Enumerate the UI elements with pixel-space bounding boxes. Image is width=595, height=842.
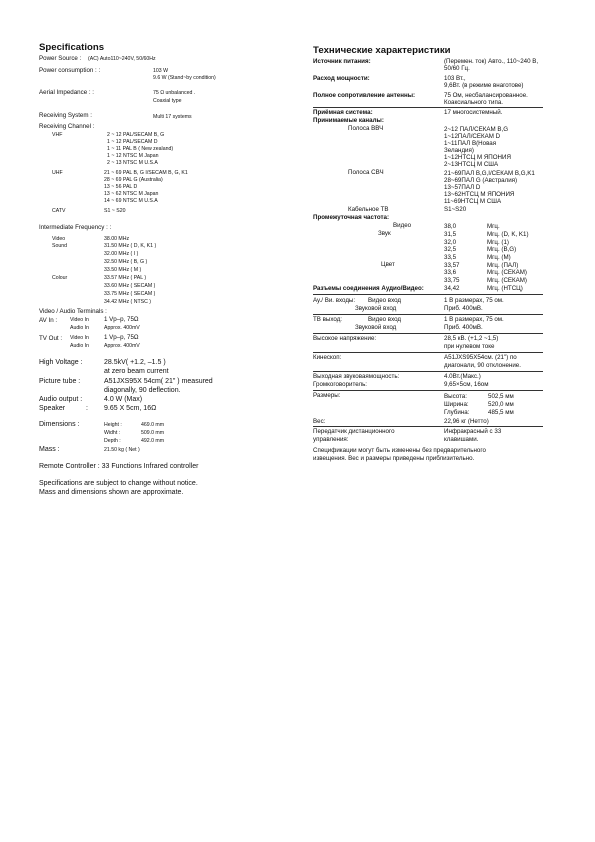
ru-if-sound-label: Звук [378, 230, 391, 237]
dimensions-label: Dimensions : [39, 421, 80, 428]
ru-if-video-label: Видео [393, 222, 412, 229]
ru-dim-height-value: 502,5 мм [488, 393, 514, 400]
if-sound-value: 32.00 MHz ( I ) [104, 251, 139, 257]
ru-speaker-label: Громкоговоритель: [313, 381, 368, 388]
receiving-system-label: Receiving System : [39, 112, 92, 119]
ru-hv-label: Высокое напряжение: [313, 335, 377, 342]
ru-catv-value: S1~S20 [444, 206, 467, 213]
vhf-channel: 1 ~ 12 NTSC M Japan [107, 153, 159, 159]
ru-tube-value: A51JXS95X54см. (21") по [444, 354, 517, 361]
ru-mass-label: Вес: [313, 418, 326, 425]
ru-uhf-channel: 13~57ПАЛ D [444, 184, 481, 191]
ru-uhf-channel: 28~69ПАЛ G (Австралия) [444, 177, 518, 184]
high-voltage-note: at zero beam current [104, 368, 169, 375]
if-sound-label: Sound [52, 243, 68, 249]
ru-if-value: 33,6 [444, 269, 457, 276]
ru-tv-out-video-label: Видео вход [368, 316, 402, 323]
if-colour-value: 34.42 MHz ( NTSC ) [104, 299, 151, 305]
av-terminals-label: Video / Audio Terminals : [39, 308, 107, 315]
aerial-impedance-value: 75 Ω unbalanced . [153, 90, 196, 96]
ru-remote-value: Инфракрасный с 33 [444, 428, 502, 435]
ru-tv-out-audio-value: Приб. 400мВ. [444, 324, 483, 331]
ru-if-unit: Мгц. (1) [487, 239, 509, 246]
ru-hv-value: 28,5 кВ. (+1,2 ~1,5) [444, 335, 499, 342]
ru-uhf-label: Полоса СВЧ [348, 169, 384, 176]
ru-audio-label: Выходная звуковаямощность: [313, 373, 400, 380]
ru-av-in-video-label: Видео вход [368, 297, 402, 304]
power-source-value: (AC) Auto110~240V, 50/60Hz [88, 56, 156, 62]
ru-system-value: 17 многосистемный. [444, 109, 503, 116]
speaker-label: Speaker [39, 405, 66, 412]
tv-out-label: TV Out : [39, 335, 63, 342]
if-video-value: 38.00 MHz [104, 236, 130, 242]
picture-tube-label: Picture tube : [39, 378, 81, 385]
receiving-channel-label: Receiving Channel : [39, 123, 95, 130]
ru-dim-width-value: 520,0 мм [488, 401, 514, 408]
dimension-width-value: 509.0 mm [141, 430, 165, 436]
section-divider [313, 371, 543, 372]
ru-av-in-audio-value: Приб. 400мВ. [444, 305, 483, 312]
picture-tube-note: diagonally, 90 deflection. [104, 387, 181, 394]
ru-if-value: 31,5 [444, 231, 457, 238]
ru-if-unit: Мгц. (НТСЦ) [487, 285, 523, 292]
ru-aerial-value: 75 Ом, несбалансированное. [444, 92, 528, 99]
ru-power-label: Расход мощности: [313, 75, 370, 82]
ru-note-approximate: извещения. Вес и размеры приведены приблизительно. [313, 455, 475, 462]
ru-vhf-channel: 2~13НТСЦ М США [444, 161, 499, 168]
ru-tube-note: диагонали, 90 отклонение. [444, 362, 521, 369]
high-voltage-label: High Voltage : [39, 359, 83, 366]
ru-dim-height-label: Высота: [444, 393, 467, 400]
dimension-width-label: Widht : [104, 430, 121, 436]
av-in-label: AV In : [39, 317, 58, 324]
vhf-channel: 2 ~ 13 NTSC M U.S.A [107, 160, 158, 166]
note-change: Specifications are subject to change without notice. [39, 480, 198, 487]
tv-out-audio-value: Approx. 400mV [104, 343, 140, 349]
ru-dim-label: Размеры: [313, 392, 341, 399]
vhf-channel: 2 ~ 12 PAL/SECAM B, G [107, 132, 165, 138]
ru-catv-label: Кабельное ТВ [348, 206, 389, 213]
ru-power-source-label: Источник питания: [313, 58, 371, 65]
ru-if-value: 33,75 [444, 277, 460, 284]
dimension-depth-label: Depth : [104, 438, 121, 444]
ru-power-standby: 9,6Вт. (в режиме внаготове) [444, 82, 524, 89]
ru-aerial-type: Коаксиального типа. [444, 99, 504, 106]
ru-dim-depth-value: 485,5 мм [488, 409, 514, 416]
mass-value: 21.50 kg ( Net ) [104, 447, 140, 453]
picture-tube-value: A51JXS95X 54cm( 21" ) measured [104, 378, 213, 385]
section-divider [313, 426, 543, 427]
ru-if-value: 32,5 [444, 246, 457, 253]
if-sound-value: 32.50 MHz ( B, G ) [104, 259, 148, 265]
ru-power-source-value: (Перемен. ток) Авто., 110~240 В, [444, 58, 539, 65]
dimension-height-value: 469.0 mm [141, 422, 165, 428]
uhf-channel: 14 ~ 69 NTSC M U.S.A [104, 198, 158, 204]
ru-if-unit: Мгц. (ПАЛ) [487, 262, 519, 269]
if-sound-value: 33.50 MHz ( M ) [104, 267, 142, 273]
ru-vhf-channel: 1~12ПАЛ/СЕКАМ D [444, 133, 501, 140]
ru-aerial-label: Полное сопротивление антенны: [313, 92, 416, 99]
ru-hv-note: при нулевом токе [444, 343, 495, 350]
ru-if-unit: Мгц. (M) [487, 254, 511, 261]
ru-if-unit: Мгц. (СЕКАМ) [487, 277, 527, 284]
ru-mass-value: 22,96 кг (Нетто) [444, 418, 489, 425]
ru-if-value: 33,5 [444, 254, 457, 261]
ru-if-value: 38,0 [444, 223, 457, 230]
ru-tube-label: Кинескоп: [313, 354, 342, 361]
ru-if-value: 32,0 [444, 239, 457, 246]
ru-if-value: 34,42 [444, 285, 460, 292]
av-in-audio-label: Audio In [70, 325, 90, 331]
power-consumption-standby: 9.6 W (Stand~by condition) [153, 75, 216, 81]
receiving-system-value: Multi 17 systems [153, 114, 192, 120]
ru-tv-out-audio-label: Звуковой вход [355, 324, 397, 331]
ru-uhf-channel: 13~62НТСЦ М ЯПОНИЯ [444, 191, 515, 198]
ru-tv-out-video-value: 1 В размерах, 75 ом. [444, 316, 504, 323]
audio-output-label: Audio output : [39, 396, 83, 403]
ru-if-unit: Мгц. (D, K, K1) [487, 231, 529, 238]
aerial-impedance-type: Coaxial type [153, 98, 182, 104]
speaker-colon: : [86, 405, 88, 412]
ru-tv-out-label: ТВ выход: [313, 316, 343, 323]
section-divider [313, 107, 543, 108]
if-colour-value: 33.57 MHz ( PAL ) [104, 275, 147, 281]
section-divider [313, 390, 543, 391]
if-label: Intermediate Frequency : : [39, 224, 112, 231]
if-sound-value: 31.50 MHz ( D, K, K1 ) [104, 243, 157, 249]
section-divider [313, 352, 543, 353]
section-divider [313, 314, 543, 315]
vhf-channel: 1 ~ 12 PAL/SECAM D [107, 139, 158, 145]
uhf-channel: 13 ~ 62 NTSC M Japan [104, 191, 159, 197]
ru-if-unit: Мгц. [487, 223, 500, 230]
ru-remote-label: Передатчик дистанционного [313, 428, 395, 435]
remote-controller: Remote Controller : 33 Functions Infrared controller [39, 463, 199, 470]
if-video-label: Video [52, 236, 66, 242]
note-approximate: Mass and dimensions shown are approximate. [39, 489, 184, 496]
ru-vhf-label: Полоса ВВЧ [348, 125, 384, 132]
uhf-channel: 13 ~ 56 PAL D [104, 184, 138, 190]
ru-audio-value: 4.0Вт.(Макс.) [444, 373, 481, 380]
tv-out-video-label: Video In [70, 335, 89, 341]
ru-power-value: 103 Вт., [444, 75, 466, 82]
vhf-label: VHF [52, 132, 63, 138]
ru-if-colour-label: Цвет [381, 261, 395, 268]
ru-vhf-channel: Зеландия) [444, 147, 474, 154]
if-colour-value: 33.75 MHz ( SECAM ) [104, 291, 156, 297]
ru-vhf-channel: 1~11ПАЛ B(Новая [444, 140, 497, 147]
uhf-label: UHF [52, 170, 63, 176]
high-voltage-value: 28.5kV( +1.2, –1.5 ) [104, 359, 166, 366]
ru-dim-width-label: Ширина: [444, 401, 469, 408]
ru-vhf-channel: 1~12НТСЦ М ЯПОНИЯ [444, 154, 511, 161]
section-divider [313, 294, 543, 295]
catv-value: S1 ~ S20 [104, 208, 126, 214]
ru-av-label: Разъемы соединения Аудио/Видео: [313, 285, 424, 292]
power-consumption-value: 103 W [153, 68, 168, 74]
ru-power-source-value: 50/60 Гц. [444, 65, 470, 72]
ru-vhf-channel: 2~12 ПАЛ/СЕКАМ B,G [444, 126, 509, 133]
vhf-channel: 1 ~ 11 PAL B ( New zealand) [107, 146, 174, 152]
av-in-video-label: Video In [70, 317, 89, 323]
audio-output-value: 4.0 W (Max) [104, 396, 143, 403]
ru-system-label: Приёмная система: [313, 109, 373, 116]
mass-label: Mass : [39, 446, 60, 453]
ru-if-unit: Мгц. (B,G) [487, 246, 517, 253]
uhf-channel: 21 ~ 69 PAL B, G I/SECAM B, G, K1 [104, 170, 188, 176]
if-colour-label: Colour [52, 275, 68, 281]
av-in-audio-value: Approx. 400mV [104, 325, 140, 331]
ru-uhf-channel: 21~69ПАЛ B,G,I/СЕКАМ B,G,K1 [444, 170, 535, 177]
power-source-label: Power Source : [39, 55, 82, 62]
ru-if-value: 33,57 [444, 262, 460, 269]
ru-av-in-video-value: 1 В размерах, 75 ом. [444, 297, 504, 304]
ru-remote-label: управления: [313, 436, 349, 443]
ru-remote-value: клавишами. [444, 436, 479, 443]
ru-uhf-channel: 11~69НТСЦ М США [444, 198, 502, 205]
english-title: Specifications [39, 42, 105, 53]
ru-dim-depth-label: Глубина: [444, 409, 470, 416]
ru-note-change: Спецификации могут быть изменены без предварительного [313, 447, 486, 454]
power-consumption-label: Power consumption : : [39, 67, 101, 74]
ru-av-in-audio-label: Звуковой вход [355, 305, 397, 312]
catv-label: CATV [52, 208, 66, 214]
av-in-video-value: 1 Vp–p, 75Ω [104, 316, 139, 323]
if-colour-value: 33.60 MHz ( SECAM ) [104, 283, 156, 289]
tv-out-audio-label: Audio In [70, 343, 90, 349]
ru-channels-label: Принимаемые каналы: [313, 117, 384, 124]
dimension-height-label: Height : [104, 422, 122, 428]
ru-av-in-label: Ау./ Ви. входы: [313, 297, 356, 304]
aerial-impedance-label: Aerial Impedance : : [39, 89, 95, 96]
dimension-depth-value: 492.0 mm [141, 438, 165, 444]
russian-title: Технические характеристики [313, 45, 451, 56]
ru-speaker-value: 9,65×5см, 16ом [444, 381, 489, 388]
ru-if-unit: Мгц. (СЕКАМ) [487, 269, 527, 276]
tv-out-video-value: 1 Vp–p, 75Ω [104, 334, 139, 341]
ru-if-label: Промежуточная частота: [313, 214, 390, 221]
section-divider [313, 333, 543, 334]
uhf-channel: 28 ~ 69 PAL G (Australia) [104, 177, 163, 183]
speaker-value: 9.65 X 5cm, 16Ω [104, 405, 157, 412]
